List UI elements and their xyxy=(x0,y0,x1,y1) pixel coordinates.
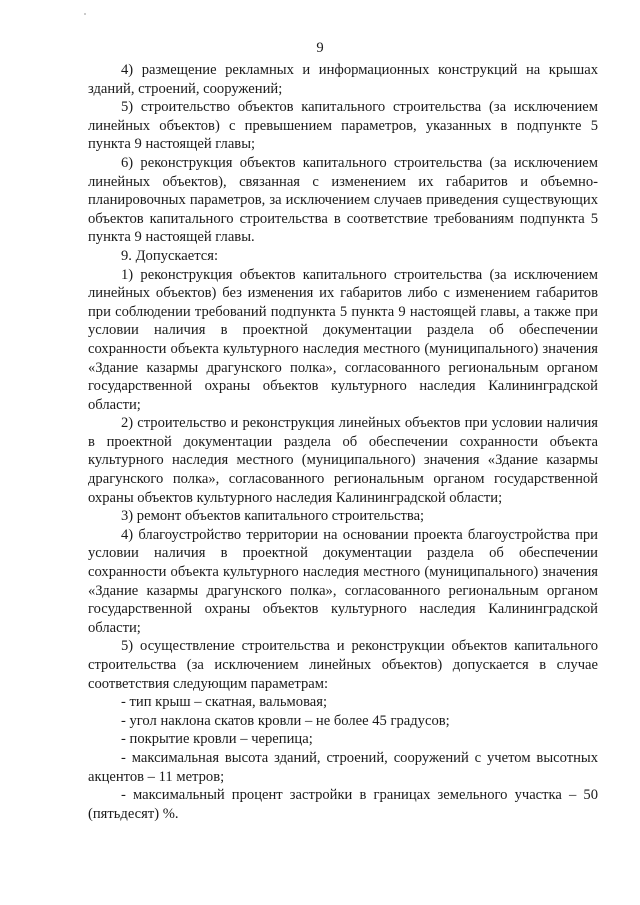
paragraph-allowed-5-parameters: 5) осуществление строительства и реконструкции объектов капитального строительства (за исключением линейных объектов) допускается в случае соответствия следующим параметрам: xyxy=(88,638,598,692)
paragraph-param-max-height: - максимальная высота зданий, строений, сооружений с учетом высотных акцентов – 11 метров; xyxy=(88,749,598,785)
paragraph-allowed-2-linear-objects: 2) строительство и реконструкция линейных объектов при условии наличия в проектной документации раздела об обеспечении сохранности объекта культурного наследия местного (муниципального) значения «Здание казармы драгунского полка», согласованного региональным органом государственной охраны объектов культурного наследия Калининградской области; xyxy=(88,415,598,506)
paragraph-allowed-1-reconstruction: 1) реконструкция объектов капитального строительства (за исключением линейных объектов) без изменения их габаритов либо с изменением габаритов при соблюдении требований подпункта 5 пункта 9 настоящей главы, а также при условии наличия в проектной документации раздела об обеспечении сохранности объекта культурного наследия местного (муниципального) значения «Здание казармы драгунского полка», согласованного региональным органом государственной охраны объектов культурного наследия Калининградской области; xyxy=(88,266,598,413)
page-number: 9 xyxy=(316,40,324,56)
scan-speck xyxy=(84,13,86,15)
paragraph-param-roof-slope: - угол наклона скатов кровли – не более 45 градусов; xyxy=(121,712,450,729)
paragraph-item-5-construction-excess: 5) строительство объектов капитального строительства (за исключением линейных объектов) с превышением параметров, указанных в подпункте 5 пункта 9 настоящей главы; xyxy=(88,99,598,153)
paragraph-param-roof-covering: - покрытие кровли – черепица; xyxy=(121,731,313,748)
paragraph-allowed-3-repair: 3) ремонт объектов капитального строительства; xyxy=(121,508,425,525)
paragraph-section-9-heading: 9. Допускается: xyxy=(121,247,219,264)
document-body xyxy=(88,61,598,823)
paragraph-param-max-coverage: - максимальный процент застройки в границах земельного участка – 50 (пятьдесят) %. xyxy=(88,787,598,822)
paragraph-param-roof-type: - тип крыш – скатная, вальмовая; xyxy=(121,694,328,711)
paragraph-item-6-reconstruction: 6) реконструкция объектов капитального строительства (за исключением линейных объектов), связанная с изменением их габаритов и объемно-планировочных параметров, за исключением случаев приведения существующих объектов капитального строительства в соответствие требованиям подпункта 5 пункта 9 настоящей главы. xyxy=(88,154,598,246)
paragraph-allowed-4-landscaping: 4) благоустройство территории на основании проекта благоустройства при условии наличия в проектной документации раздела об обеспечении сохранности объекта культурного наследия местного (муниципального) значения «Здание казармы драгунского полка», согласованного региональным органом государственной охраны объектов культурного наследия Калининградской области; xyxy=(88,526,598,636)
paragraph-item-4-rooftop-ads: 4) размещение рекламных и информационных конструкций на крышах зданий, строений, сооружений; xyxy=(88,62,598,97)
